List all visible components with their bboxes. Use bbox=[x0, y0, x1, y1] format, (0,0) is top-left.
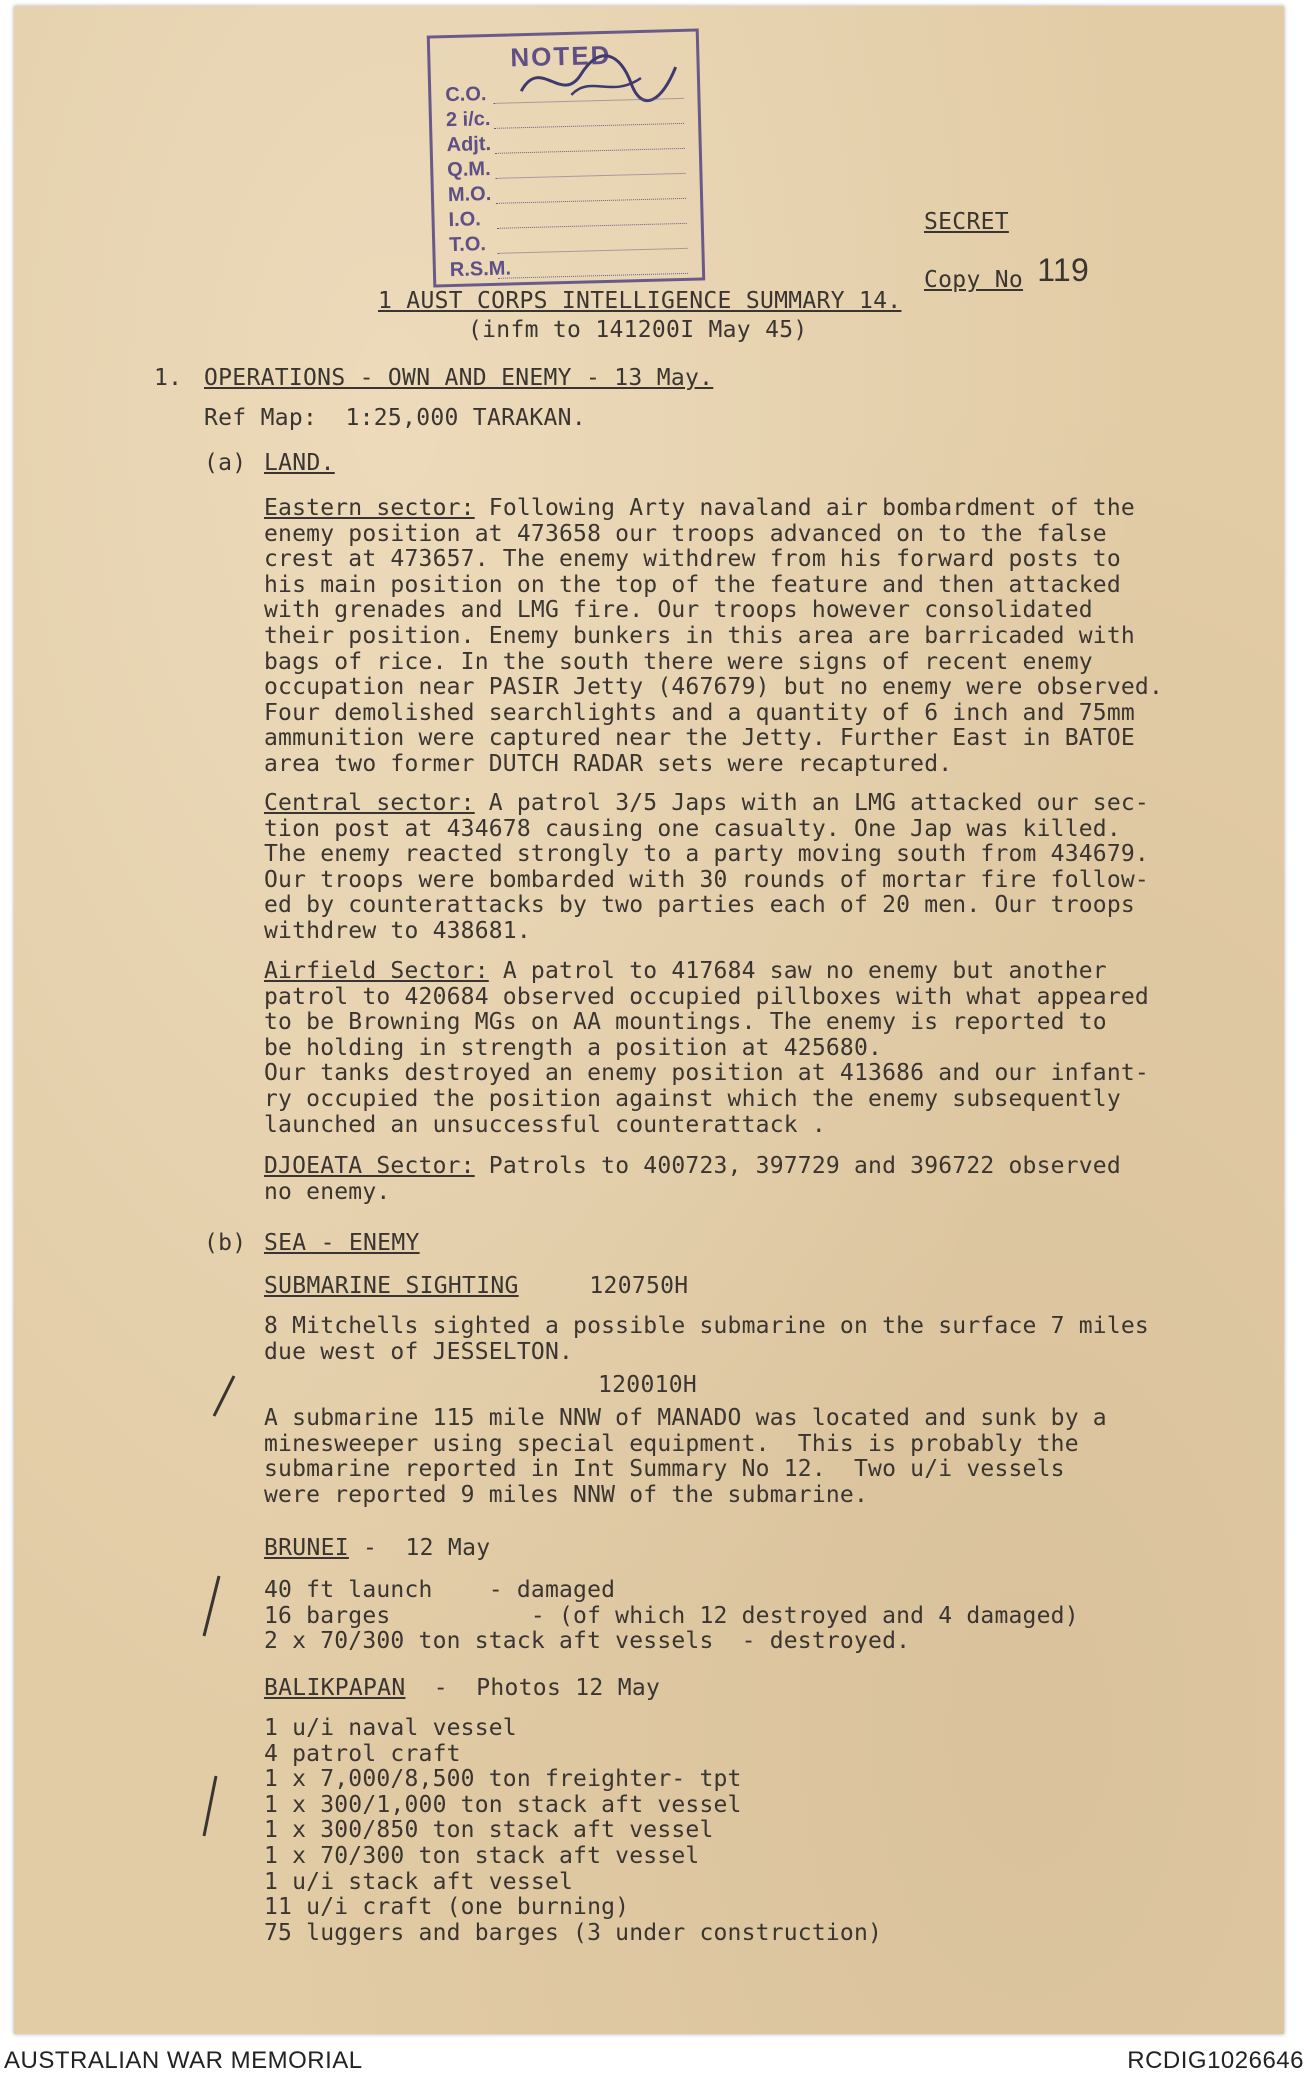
submarine-sighting-heading: SUBMARINE SIGHTING 120750H bbox=[264, 1273, 689, 1299]
stamp-row-line bbox=[495, 148, 685, 154]
text-line: 16 barges - (of which 12 destroyed and 4 damaged) bbox=[264, 1602, 1079, 1629]
section-heading: OPERATIONS - OWN AND ENEMY - 13 May. bbox=[204, 365, 714, 391]
text-line: Eastern sector: Following Arty navaland air bombardment of the bbox=[264, 495, 1135, 521]
copy-number: Copy No 119 bbox=[924, 252, 1090, 293]
text-line: 1 u/i naval vessel bbox=[264, 1715, 517, 1741]
text-line: 75 luggers and barges (3 under construction) bbox=[264, 1919, 883, 1946]
text-line: tion post at 434678 causing one casualty. One Jap was killed. bbox=[264, 815, 1121, 842]
sector-label: DJOEATA Sector: bbox=[264, 1153, 475, 1179]
text-line: 11 u/i craft (one burning) bbox=[264, 1894, 630, 1921]
text-line: 2 x 70/300 ton stack aft vessels - destroyed. bbox=[264, 1628, 911, 1655]
text-line: 1 x 70/300 ton stack aft vessel bbox=[264, 1842, 700, 1869]
stamp-row: M.O. bbox=[447, 182, 492, 207]
submarine-paragraph-2 bbox=[264, 1406, 1264, 1508]
noted-stamp bbox=[427, 28, 706, 287]
text-line: occupation near PASIR Jetty (467679) but no enemy were observed. bbox=[264, 674, 1164, 701]
text-line: Our tanks destroyed an enemy position at 413686 and our infant- bbox=[264, 1060, 1149, 1087]
text-line: ammunition were captured near the Jetty. Further East in BATOE bbox=[264, 725, 1135, 752]
sector-label: Central sector: bbox=[264, 790, 475, 816]
document-page bbox=[14, 6, 1284, 2034]
stamp-row: C.O. bbox=[445, 83, 487, 107]
text-line: minesweeper using special equipment. This is probably the bbox=[264, 1430, 1079, 1457]
text-line: be holding in strength a position at 425680. bbox=[264, 1034, 883, 1061]
text-line: 40 ft launch - damaged bbox=[264, 1577, 616, 1603]
text-line: 1 x 7,000/8,500 ton freighter- tpt bbox=[264, 1766, 742, 1793]
text-line: due west of JESSELTON. bbox=[264, 1338, 574, 1365]
stamp-row-line bbox=[496, 198, 686, 204]
text-line: Central sector: A patrol 3/5 Japs with an LMG attacked our sec- bbox=[264, 790, 1149, 816]
stamp-row-line bbox=[495, 173, 685, 179]
text-line: Four demolished searchlights and a quantity of 6 inch and 75mm bbox=[264, 699, 1135, 726]
text-line: Airfield Sector: A patrol to 417684 saw no enemy but another bbox=[264, 958, 1107, 984]
text-line: 1 x 300/1,000 ton stack aft vessel bbox=[264, 1791, 742, 1818]
brunei-heading: BRUNEI - 12 May bbox=[264, 1535, 491, 1561]
subsection-a-label: (a) bbox=[204, 450, 247, 476]
text-line: ed by counterattacks by two parties each of 20 men. Our troops bbox=[264, 892, 1135, 919]
text-line: ry occupied the position against which the enemy subsequently bbox=[264, 1085, 1121, 1112]
text-line: their position. Enemy bunkers in this area are barricaded with bbox=[264, 622, 1135, 649]
text-line: 8 Mitchells sighted a possible submarine on the surface 7 miles bbox=[264, 1313, 1149, 1339]
information-date: (infm to 141200I May 45) bbox=[468, 317, 808, 343]
text-line: launched an unsuccessful counterattack . bbox=[264, 1111, 826, 1138]
text-line: his main position on the top of the feature and then attacked bbox=[264, 571, 1121, 598]
text-line: crest at 473657. The enemy withdrew from his forward posts to bbox=[264, 546, 1121, 573]
text-line: DJOEATA Sector: Patrols to 400723, 397729 and 396722 observed bbox=[264, 1153, 1121, 1179]
subsection-b-label: (b) bbox=[204, 1230, 247, 1256]
text-line: A submarine 115 mile NNW of MANADO was located and sunk by a bbox=[264, 1405, 1107, 1431]
text-line: were reported 9 miles NNW of the submarine. bbox=[264, 1481, 869, 1508]
text-line: with grenades and LMG fire. Our troops however consolidated bbox=[264, 597, 1093, 624]
stamp-row-line bbox=[498, 273, 688, 279]
text-line: bags of rice. In the south there were signs of recent enemy bbox=[264, 648, 1093, 675]
submarine-paragraph-1 bbox=[264, 1314, 1264, 1365]
subsection-a-title: LAND. bbox=[264, 450, 335, 476]
stamp-row: Adjt. bbox=[446, 132, 492, 157]
submarine-time-2: 120010H bbox=[598, 1372, 698, 1398]
text-line: Our troops were bombarded with 30 rounds of mortar fire follow- bbox=[264, 866, 1149, 893]
margin-tick-marks-icon bbox=[194, 1336, 284, 1856]
text-line: area two former DUTCH RADAR sets were recaptured. bbox=[264, 750, 953, 777]
text-line: enemy position at 473658 our troops advanced on to the false bbox=[264, 520, 1107, 547]
subsection-b-title: SEA - ENEMY bbox=[264, 1230, 420, 1256]
text-line: 1 u/i stack aft vessel bbox=[264, 1868, 574, 1895]
eastern-sector-paragraph bbox=[264, 496, 1264, 778]
text-line: submarine reported in Int Summary No 12. Two u/i vessels bbox=[264, 1456, 1065, 1483]
central-sector-paragraph bbox=[264, 791, 1264, 945]
section-number: 1. bbox=[154, 365, 183, 391]
footer-right: RCDIG1026646 bbox=[1127, 2047, 1304, 2074]
text-line: 4 patrol craft bbox=[264, 1740, 461, 1767]
djoeata-sector-paragraph bbox=[264, 1154, 1264, 1205]
text-line: 1 x 300/850 ton stack aft vessel bbox=[264, 1817, 714, 1844]
submarine-time-1: 120750H bbox=[589, 1273, 689, 1299]
copy-number-value: 119 bbox=[1037, 252, 1090, 288]
stamp-row: T.O. bbox=[448, 233, 487, 257]
signature-scribble-icon bbox=[509, 39, 682, 116]
text-line: no enemy. bbox=[264, 1178, 391, 1205]
airfield-sector-paragraph bbox=[264, 959, 1264, 1138]
stamp-row: I.O. bbox=[448, 208, 482, 232]
sector-label: Eastern sector: bbox=[264, 495, 475, 521]
document-title: 1 AUST CORPS INTELLIGENCE SUMMARY 14. bbox=[378, 288, 902, 314]
sector-label: Airfield Sector: bbox=[264, 958, 489, 984]
text-line: to be Browning MGs on AA mountings. The enemy is reported to bbox=[264, 1009, 1107, 1036]
text-line: patrol to 420684 observed occupied pillboxes with what appeared bbox=[264, 983, 1149, 1010]
text-line: withdrew to 438681. bbox=[264, 917, 531, 944]
balikpapan-heading: BALIKPAPAN - Photos 12 May bbox=[264, 1675, 661, 1701]
stamp-row-line bbox=[497, 223, 687, 229]
brunei-list bbox=[264, 1578, 1264, 1655]
reference-map: Ref Map: 1:25,000 TARAKAN. bbox=[204, 405, 586, 431]
balikpapan-list bbox=[264, 1716, 1264, 1946]
secret-label: SECRET bbox=[924, 209, 1009, 235]
stamp-row-line bbox=[497, 248, 687, 254]
stamp-row: Q.M. bbox=[446, 157, 491, 182]
footer-left: AUSTRALIAN WAR MEMORIAL bbox=[4, 2047, 363, 2074]
stamp-row: 2 i/c. bbox=[445, 107, 491, 132]
stamp-row: R.S.M. bbox=[449, 257, 512, 282]
text-line: The enemy reacted strongly to a party moving south from 434679. bbox=[264, 841, 1149, 868]
stamp-row-line bbox=[494, 123, 684, 129]
stamp-title: NOTED bbox=[509, 39, 612, 73]
